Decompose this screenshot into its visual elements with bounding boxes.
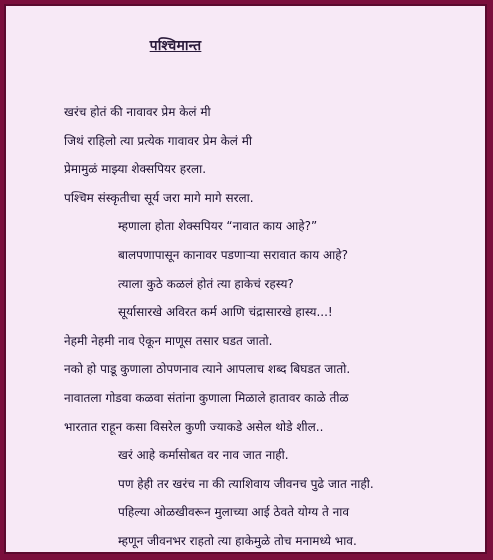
poem-body xyxy=(64,98,484,556)
poem-line: प्रेमामुळं माझ्या शेक्सपियर हरला. xyxy=(64,162,207,177)
poem-line: म्हणून जीवनभर राहतो त्या हाकेमुळे तोच मनामध्ये भाव. xyxy=(118,533,357,548)
poem-line: नको हो पाडू कुणाला ठोपणनाव त्याने आपलाच शब्द बिघडत जातो. xyxy=(64,362,351,377)
poem-line: पश्चिम संस्कृतीचा सूर्य जरा मागे मागे सरला. xyxy=(64,190,254,205)
poem-line: खरंच होतं की नावावर प्रेम केलं मी xyxy=(64,105,211,119)
poem-line: भारतात राहून कसा विसरेल कुणी ज्याकडे असेल थोडे शील.. xyxy=(64,419,324,434)
poem-line: बालपणापासून कानावर पडणाऱ्या सरावात काय आहे? xyxy=(118,247,348,262)
poem-line: नावातला गोडवा कळवा संतांना कुणाला मिळाले हातावर काळे तीळ xyxy=(64,390,349,405)
poem-line: जिथं राहिलो त्या प्रत्येक गावावर प्रेम केलं मी xyxy=(64,133,253,148)
poem-line: म्हणाला होता शेक्सपियर “नावात काय आहे?” xyxy=(118,219,318,234)
poem-page xyxy=(4,4,487,554)
poem-line: त्याला कुठे कळलं होतं त्या हाकेचं रहस्य? xyxy=(118,276,294,291)
poem-line: नेहमी नेहमी नाव ऐकून माणूस तसार घडत जातो. xyxy=(64,333,273,348)
poem-line: पण हेही तर खरंच ना की त्याशिवाय जीवनच पुढे जात नाही. xyxy=(118,476,374,491)
poem-line: पहिल्या ओळखीवरून मुलाच्या आई ठेवते योग्य ते नाव xyxy=(118,505,350,520)
poem-title: पश्चिमान्त xyxy=(149,38,202,54)
poem-line: सूर्यासारखे अविरत कर्म आणि चंद्रासारखे हास्य...! xyxy=(118,305,333,320)
poem-line: खरं आहे कर्मासोबत वर नाव जात नाही. xyxy=(118,448,289,463)
